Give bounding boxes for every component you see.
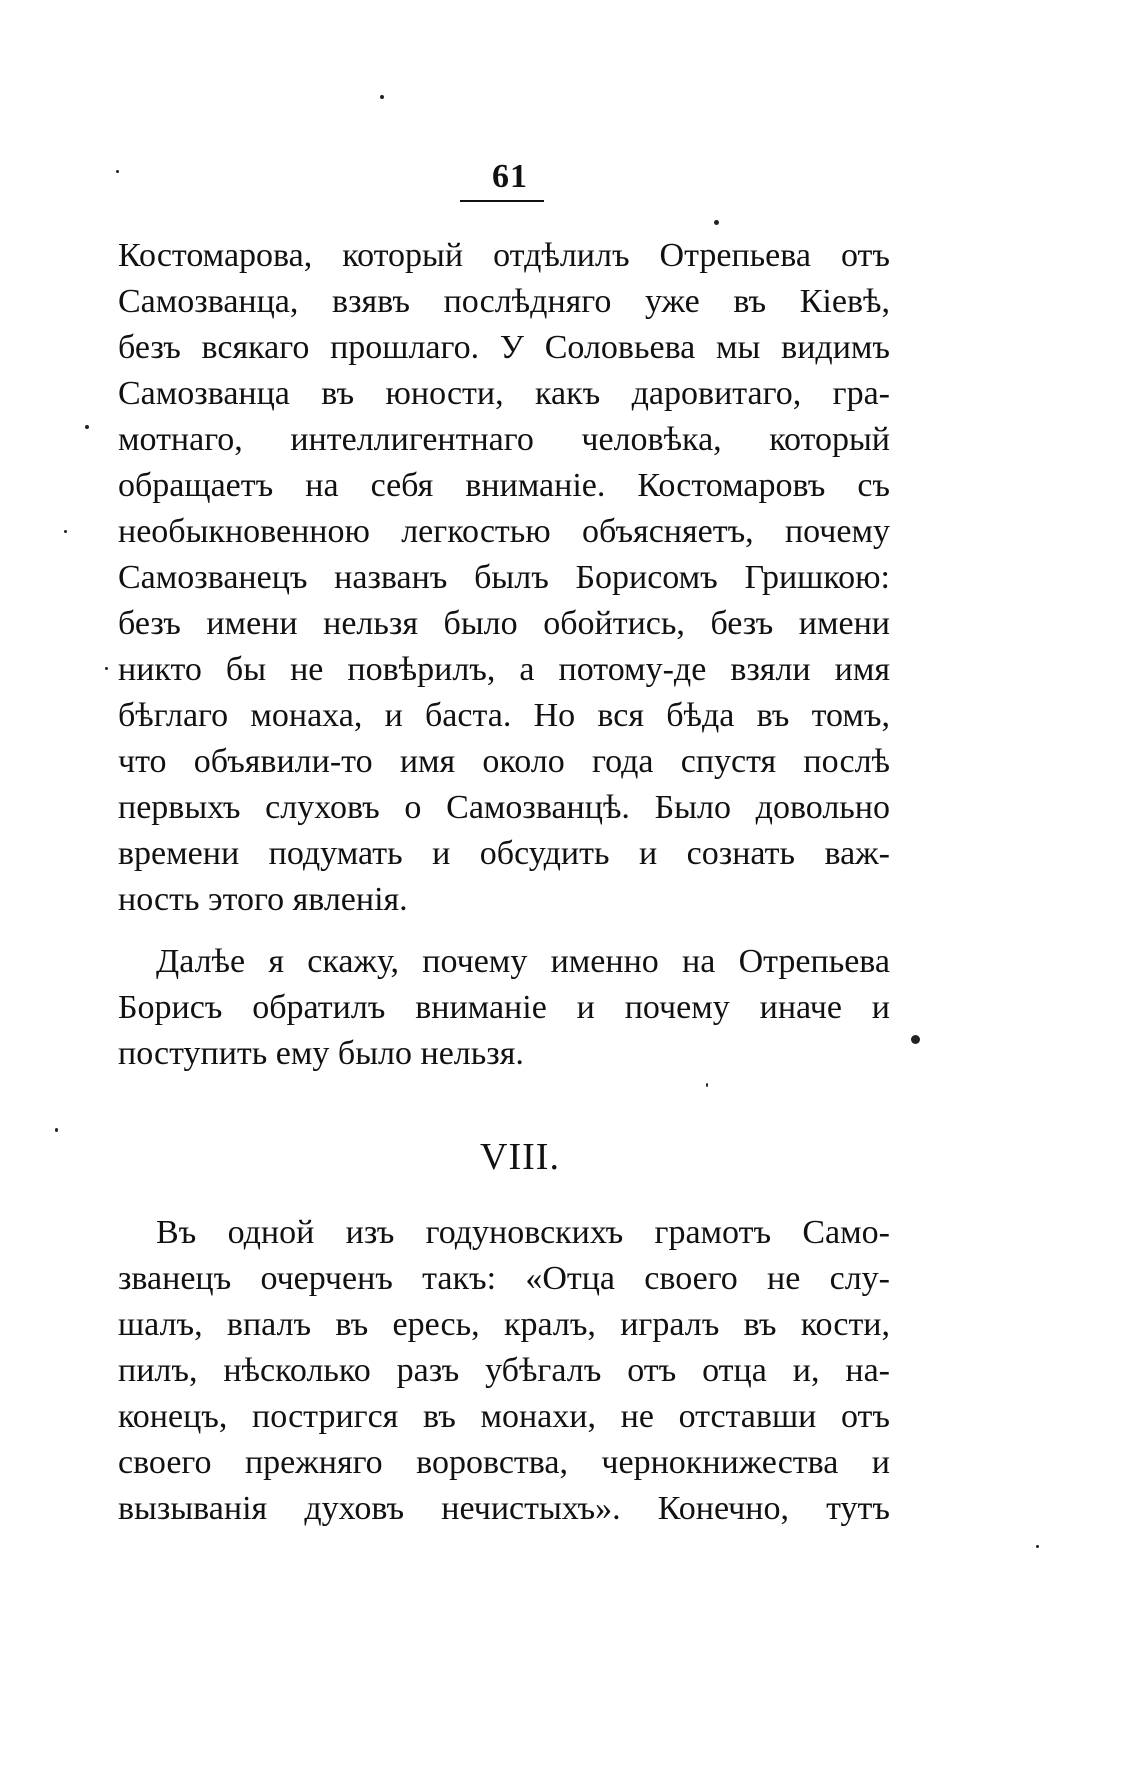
text-line: Самозванецъ названъ былъ Борисомъ Гришкою: <box>118 559 890 596</box>
ink-speck <box>85 425 89 429</box>
page-number: 61 <box>492 158 528 195</box>
ink-speck <box>105 667 108 670</box>
ink-speck <box>911 1035 920 1044</box>
paragraph <box>118 939 890 1077</box>
text-line: необыкновенною легкостью объясняетъ, почему <box>118 513 890 550</box>
text-line: конецъ, постригся въ монахи, не отставши отъ <box>118 1398 890 1435</box>
section-heading: VIII. <box>480 1136 560 1178</box>
text-line: Въ одной изъ годуновскихъ грамотъ Само- <box>156 1214 890 1251</box>
ink-speck <box>706 1083 708 1087</box>
text-line: безъ всякаго прошлаго. У Соловьева мы видимъ <box>118 329 890 366</box>
text-line: обращаетъ на себя вниманіе. Костомаровъ съ <box>118 467 890 504</box>
text-line: первыхъ слуховъ о Самозванцѣ. Было довольно <box>118 789 890 826</box>
text-line: бѣглаго монаха, и баста. Но вся бѣда въ томъ, <box>118 697 890 734</box>
text-line: своего прежняго воровства, чернокнижества и <box>118 1444 890 1481</box>
paragraph <box>118 233 890 923</box>
text-line: поступить ему было нельзя. <box>118 1035 524 1072</box>
ink-speck <box>714 220 719 225</box>
text-line: вызыванія духовъ нечистыхъ». Конечно, тутъ <box>118 1490 890 1527</box>
text-line: никто бы не повѣрилъ, а потому-де взяли имя <box>118 651 890 688</box>
ink-speck <box>64 530 67 533</box>
text-line: мотнаго, интеллигентнаго человѣка, который <box>118 421 890 458</box>
text-line: Далѣе я скажу, почему именно на Отрепьева <box>156 943 890 980</box>
text-line: Самозванца въ юности, какъ даровитаго, гра- <box>118 375 890 412</box>
text-line: шалъ, впалъ въ ересь, кралъ, игралъ въ кости, <box>118 1306 890 1343</box>
text-line: Самозванца, взявъ послѣдняго уже въ Кіевѣ, <box>118 283 890 320</box>
text-line: Борисъ обратилъ вниманіе и почему иначе и <box>118 989 890 1026</box>
ink-speck <box>116 170 119 173</box>
text-line: что объявили-то имя около года спустя послѣ <box>118 743 890 780</box>
text-line: времени подумать и обсудить и сознать важ- <box>118 835 890 872</box>
text-line: Костомарова, который отдѣлилъ Отрепьева отъ <box>118 237 890 274</box>
text-line: пилъ, нѣсколько разъ убѣгалъ отъ отца и, на- <box>118 1352 890 1389</box>
ink-speck <box>380 95 384 99</box>
text-line: ность этого явленія. <box>118 881 408 918</box>
ink-speck <box>55 1128 58 1132</box>
text-line: званецъ очерченъ такъ: «Отца своего не слу- <box>118 1260 890 1297</box>
ink-speck <box>1036 1545 1039 1548</box>
paragraph <box>118 1210 890 1532</box>
page-number-rule <box>460 200 544 202</box>
text-line: безъ имени нельзя было обойтись, безъ имени <box>118 605 890 642</box>
